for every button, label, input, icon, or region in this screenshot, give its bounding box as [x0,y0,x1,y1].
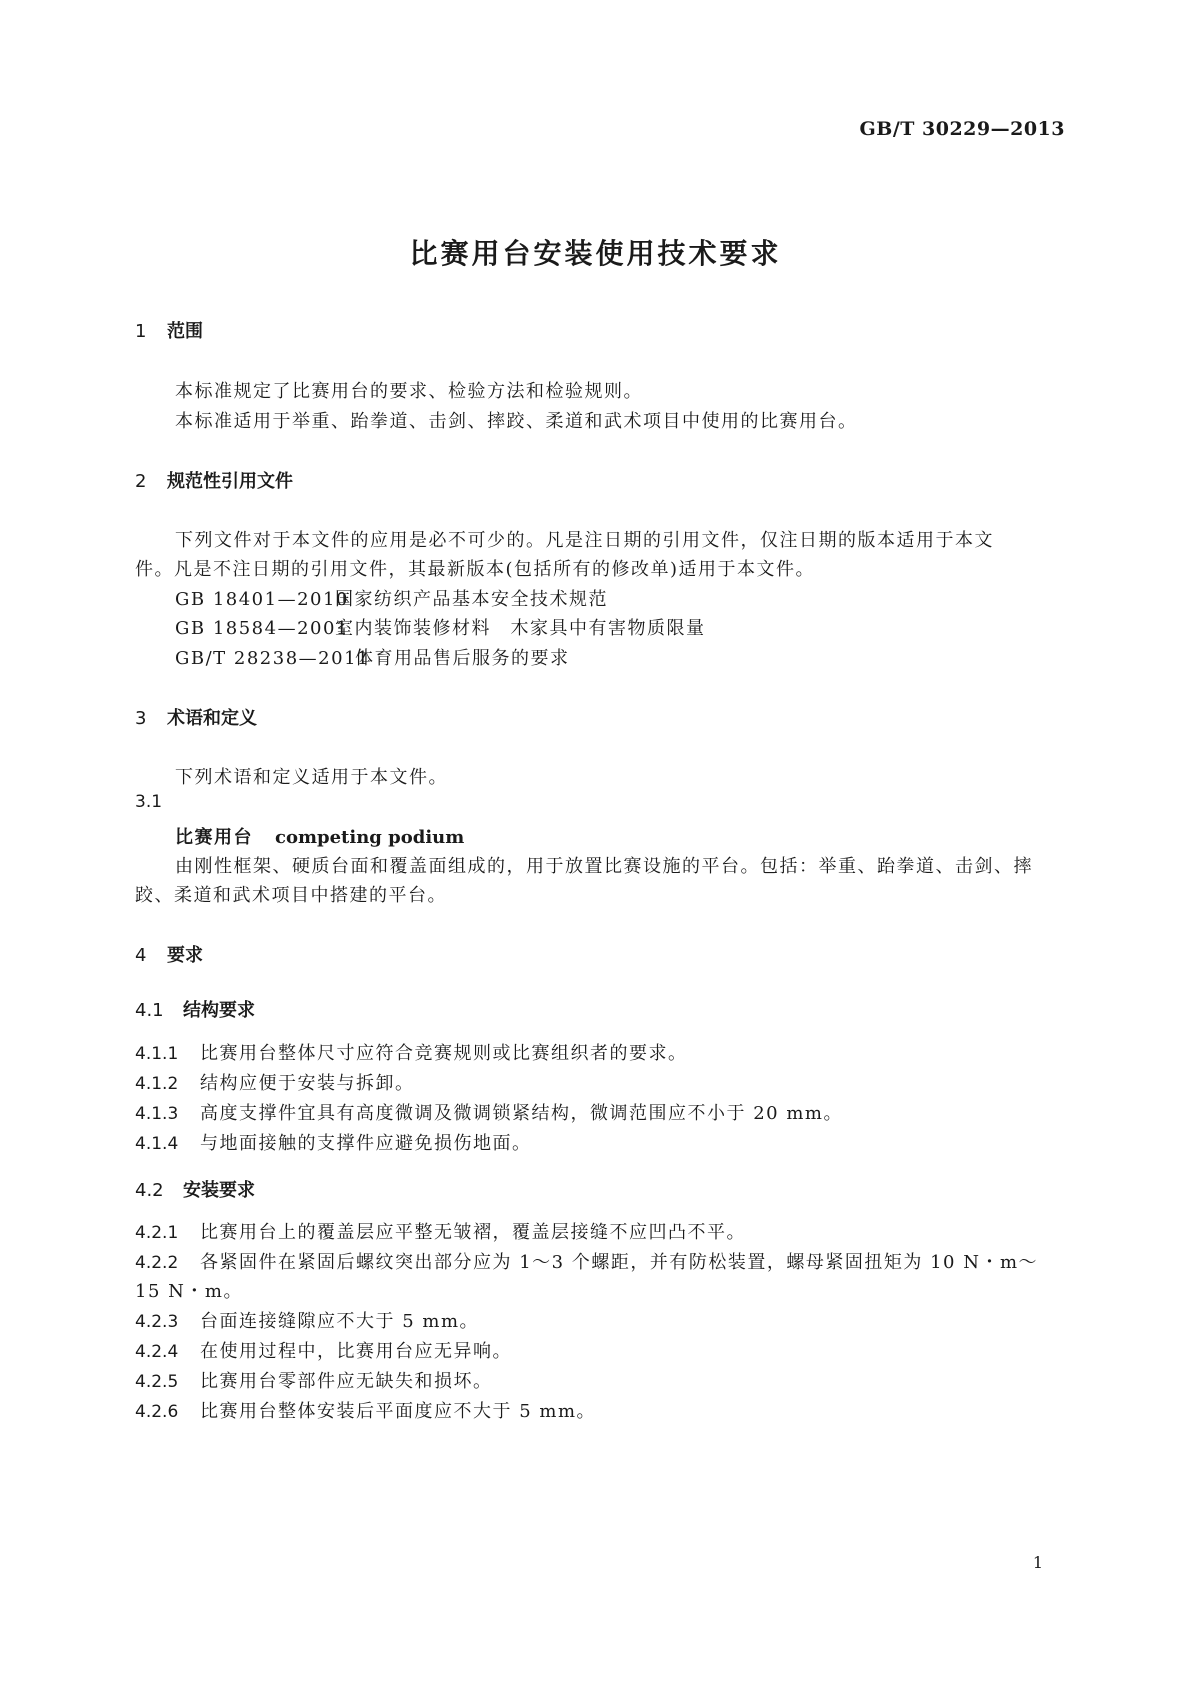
clause-number: 4.2.6 [135,1402,179,1422]
clause-number: 4.1.4 [135,1134,179,1154]
document-title: 比赛用台安装使用技术要求 [409,237,782,270]
clause [135,1099,843,1125]
clause [135,1307,479,1333]
term-number: 3.1 [135,792,163,812]
reference-item [175,614,706,640]
clause [135,1337,512,1363]
clause-continuation: 15 N・m。 [135,1281,243,1302]
clause-number: 4.2.5 [135,1372,179,1392]
clause-number: 4.1.3 [135,1104,179,1124]
reference-code: GB 18584—2001 [175,618,349,639]
subsection-number: 4.2 [135,1180,164,1201]
clause [135,1367,493,1393]
section-2-heading [135,467,293,493]
term-english: competing podium [275,827,465,848]
subsection-number: 4.1 [135,1000,164,1021]
section-title: 要求 [167,945,203,966]
reference-title: 室内装饰装修材料 木家具中有害物质限量 [335,618,706,639]
standard-number: GB/T 30229—2013 [859,118,1065,140]
clause [135,1248,1038,1274]
section-number: 1 [135,321,147,342]
subsection-4-2-heading [135,1176,255,1202]
reference-title: 国家纺织产品基本安全技术规范 [335,589,608,610]
clause [135,1069,415,1095]
clause-text: 比赛用台零部件应无缺失和损坏。 [200,1371,493,1392]
term-chinese: 比赛用台 [175,827,253,848]
clause-text: 比赛用台上的覆盖层应平整无皱褶，覆盖层接缝不应凹凸不平。 [200,1222,746,1243]
reference-item [175,644,570,670]
section-title: 术语和定义 [167,708,257,729]
section-title: 规范性引用文件 [167,471,293,492]
clause-number: 4.1.2 [135,1074,179,1094]
clause-text: 比赛用台整体尺寸应符合竞赛规则或比赛组织者的要求。 [200,1043,688,1064]
clause-number: 4.2.4 [135,1342,179,1362]
paragraph: 本标准规定了比赛用台的要求、检验方法和检验规则。 [175,381,643,402]
reference-title: 体育用品售后服务的要求 [355,648,570,669]
paragraph: 本标准适用于举重、跆拳道、击剑、摔跤、柔道和武术项目中使用的比赛用台。 [175,411,858,432]
reference-item [175,585,608,611]
paragraph: 下列术语和定义适用于本文件。 [175,767,448,788]
clause-text: 比赛用台整体安装后平面度应不大于 5 mm。 [200,1401,597,1422]
clause-text: 各紧固件在紧固后螺纹突出部分应为 1～3 个螺距，并有防松装置，螺母紧固扭矩为 10 N・m～ [200,1252,1039,1273]
paragraph: 下列文件对于本文件的应用是必不可少的。凡是注日期的引用文件，仅注日期的版本适用于本文 [175,530,994,551]
subsection-title: 结构要求 [183,1000,255,1021]
clause [135,1039,688,1065]
term-entry [175,823,464,849]
section-number: 4 [135,945,147,966]
clause [135,1129,532,1155]
term-definition: 跤、柔道和武术项目中搭建的平台。 [135,885,447,906]
clause-text: 与地面接触的支撑件应避免损伤地面。 [200,1133,532,1154]
clause-number: 4.1.1 [135,1044,179,1064]
clause-text: 台面连接缝隙应不大于 5 mm。 [200,1311,480,1332]
section-4-heading [135,941,203,967]
subsection-title: 安装要求 [183,1180,255,1201]
clause-number: 4.2.2 [135,1253,179,1273]
section-1-heading [135,317,203,343]
section-number: 3 [135,708,147,729]
clause-number: 4.2.3 [135,1312,179,1332]
section-3-heading [135,704,257,730]
clause-text: 高度支撑件宜具有高度微调及微调锁紧结构，微调范围应不小于 20 mm。 [200,1103,843,1124]
reference-code: GB 18401—2010 [175,589,349,610]
page-number: 1 [1032,1553,1043,1572]
section-title: 范围 [167,321,203,342]
subsection-4-1-heading [135,996,255,1022]
clause [135,1218,746,1244]
reference-code: GB/T 28238—2011 [175,648,370,669]
section-number: 2 [135,471,147,492]
clause-text: 在使用过程中，比赛用台应无异响。 [200,1341,512,1362]
clause [135,1397,596,1423]
term-definition: 由刚性框架、硬质台面和覆盖面组成的，用于放置比赛设施的平台。包括：举重、跆拳道、击剑、摔 [175,856,1033,877]
paragraph: 件。凡是不注日期的引用文件，其最新版本(包括所有的修改单)适用于本文件。 [135,559,816,580]
clause-number: 4.2.1 [135,1223,179,1243]
clause-text: 结构应便于安装与拆卸。 [200,1073,415,1094]
